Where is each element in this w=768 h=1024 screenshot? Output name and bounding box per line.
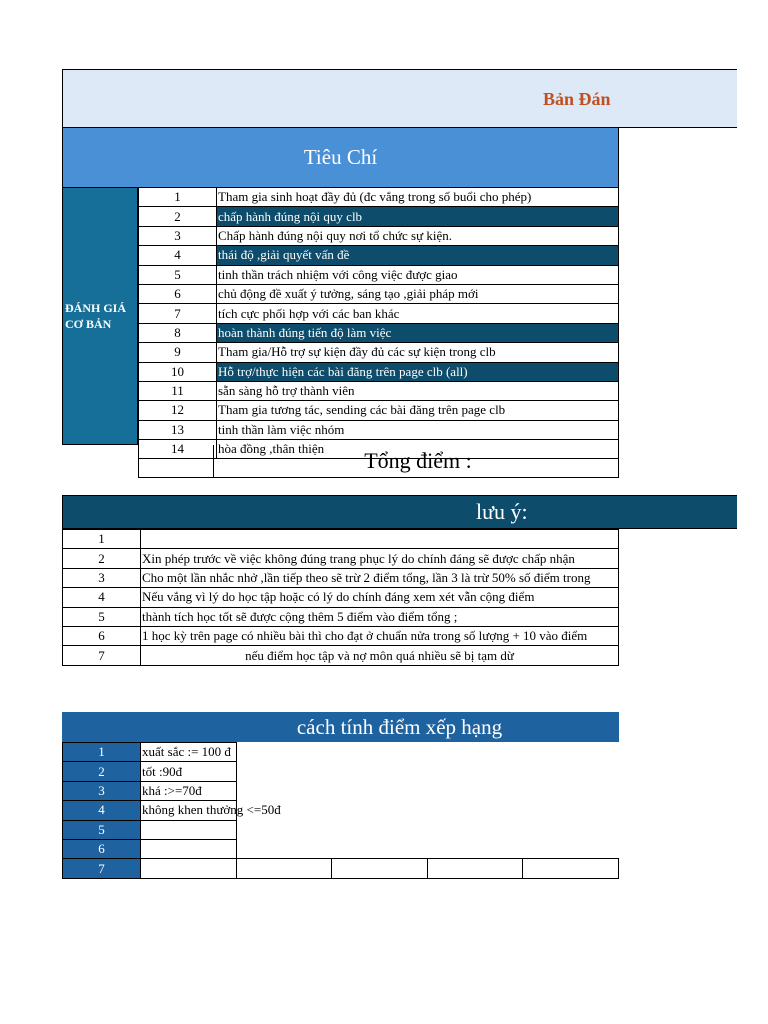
note-row-number: 5 xyxy=(63,607,141,626)
criteria-row-text: Tham gia/Hỗ trợ sự kiện đầy đủ các sự kiện trong clb xyxy=(217,343,619,362)
ranking-row-text: không khen thưởng <=50đ xyxy=(141,801,237,820)
criteria-row-number: 14 xyxy=(139,440,217,459)
ranking-row xyxy=(63,839,619,858)
criteria-row-text: sẵn sàng hỗ trợ thành viên xyxy=(217,381,619,400)
notes-header xyxy=(62,495,737,529)
criteria-row-number: 12 xyxy=(139,401,217,420)
ranking-row-text: tốt :90đ xyxy=(141,762,237,781)
ranking-row-number: 6 xyxy=(63,839,141,858)
criteria-row-text: hoàn thành đúng tiến độ làm việc xyxy=(217,323,619,342)
note-row-text: nếu điểm học tập và nợ môn quá nhiều sẽ bị tạm dừ xyxy=(141,646,619,665)
criteria-row xyxy=(139,362,619,381)
notes-title: lưu ý: xyxy=(476,499,528,524)
ranking-row-text xyxy=(141,820,237,839)
criteria-row-number: 5 xyxy=(139,265,217,284)
note-row-text: Nếu vắng vì lý do học tập hoặc có lý do chính đáng xem xét vẫn cộng điểm xyxy=(141,588,619,607)
criteria-row-number: 3 xyxy=(139,226,217,245)
criteria-row xyxy=(139,343,619,362)
ranking-table xyxy=(62,742,619,879)
evaluation-title-band xyxy=(62,69,737,128)
criteria-row-number: 4 xyxy=(139,246,217,265)
criteria-row xyxy=(139,207,619,226)
ranking-row xyxy=(63,762,619,781)
criteria-row-text: chấp hành đúng nội quy clb xyxy=(217,207,619,226)
ranking-empty-cell xyxy=(427,859,523,878)
ranking-row-text xyxy=(141,839,237,858)
criteria-row-text: Chấp hành đúng nội quy nơi tổ chức sự kiện. xyxy=(217,226,619,245)
note-row-number: 3 xyxy=(63,568,141,587)
criteria-row xyxy=(139,246,619,265)
criteria-row-number: 13 xyxy=(139,420,217,439)
criteria-row-text: Hỗ trợ/thực hiện các bài đăng trên page clb (all) xyxy=(217,362,619,381)
ranking-row-number: 3 xyxy=(63,781,141,800)
notes-table xyxy=(62,529,619,666)
ranking-row xyxy=(63,859,619,878)
total-blank-cell xyxy=(138,445,214,478)
criteria-row-number: 6 xyxy=(139,284,217,303)
ranking-row-text xyxy=(523,859,619,878)
evaluation-title: Bản Đán xyxy=(543,89,611,109)
note-row-text: thành tích học tốt sẽ được cộng thêm 5 điểm vào điểm tổng ; xyxy=(141,607,619,626)
criteria-row-number: 10 xyxy=(139,362,217,381)
note-row xyxy=(63,607,619,626)
note-row xyxy=(63,568,619,587)
criteria-row xyxy=(139,188,619,207)
ranking-empty-cell xyxy=(332,859,428,878)
note-row-text: Cho một lần nhắc nhở ,lần tiếp theo sẽ trừ 2 điểm tổng, lần 3 là trừ 50% số điểm trong xyxy=(141,568,619,587)
criteria-row xyxy=(139,401,619,420)
ranking-row xyxy=(63,781,619,800)
criteria-row-text: tinh thần làm việc nhóm xyxy=(217,420,619,439)
criteria-row-number: 1 xyxy=(139,188,217,207)
criteria-table xyxy=(138,187,619,459)
ranking-row xyxy=(63,801,619,820)
ranking-header: cách tính điểm xếp hạng xyxy=(62,712,619,742)
category-label: ĐÁNH GIÁ CƠ BẢN xyxy=(62,187,138,445)
ranking-row-number: 7 xyxy=(63,859,141,878)
ranking-row-text: xuất sắc := 100 đ xyxy=(141,743,237,762)
ranking-empty-cell xyxy=(236,859,332,878)
criteria-row xyxy=(139,226,619,245)
note-row-text: 1 học kỳ trên page có nhiều bài thì cho đạt ở chuẩn nửa trong số lượng + 10 vào điểm xyxy=(141,626,619,645)
criteria-row xyxy=(139,381,619,400)
ranking-row xyxy=(63,820,619,839)
criteria-row-number: 8 xyxy=(139,323,217,342)
note-row xyxy=(63,588,619,607)
criteria-row-text: tích cực phối hợp với các ban khác xyxy=(217,304,619,323)
note-row xyxy=(63,530,619,549)
ranking-row-number: 5 xyxy=(63,820,141,839)
criteria-row-number: 9 xyxy=(139,343,217,362)
note-row-text: Xin phép trước về việc không đúng trang phục lý do chính đáng sẽ được chấp nhận xyxy=(141,549,619,568)
criteria-row xyxy=(139,420,619,439)
note-row-number: 7 xyxy=(63,646,141,665)
ranking-row-number: 2 xyxy=(63,762,141,781)
note-row-number: 6 xyxy=(63,626,141,645)
ranking-row-number: 1 xyxy=(63,743,141,762)
note-row xyxy=(63,646,619,665)
ranking-row-text: khá :>=70đ xyxy=(141,781,237,800)
note-row xyxy=(63,626,619,645)
criteria-row-text: tinh thần trách nhiệm với công việc được giao xyxy=(217,265,619,284)
note-row-text xyxy=(141,530,619,549)
criteria-row xyxy=(139,265,619,284)
ranking-row xyxy=(63,743,619,762)
total-score-label: Tổng điểm : xyxy=(213,445,619,478)
note-row xyxy=(63,549,619,568)
ranking-empty-cell xyxy=(141,859,237,878)
criteria-row-text: chủ động đề xuất ý tưởng, sáng tạo ,giải pháp mới xyxy=(217,284,619,303)
criteria-row-number: 11 xyxy=(139,381,217,400)
note-row-number: 1 xyxy=(63,530,141,549)
criteria-row-text: hòa đồng ,thân thiện xyxy=(217,440,619,459)
criteria-header: Tiêu Chí xyxy=(62,128,619,187)
criteria-row xyxy=(139,323,619,342)
criteria-row-text: Tham gia sinh hoạt đầy đủ (đc vắng trong số buổi cho phép) xyxy=(217,188,619,207)
criteria-row xyxy=(139,284,619,303)
criteria-row-text: Tham gia tương tác, sending các bài đăng trên page clb xyxy=(217,401,619,420)
note-row-number: 4 xyxy=(63,588,141,607)
note-row-number: 2 xyxy=(63,549,141,568)
ranking-row-number: 4 xyxy=(63,801,141,820)
criteria-row-text: thái độ ,giải quyết vấn đề xyxy=(217,246,619,265)
criteria-row xyxy=(139,304,619,323)
criteria-row-number: 7 xyxy=(139,304,217,323)
criteria-row-number: 2 xyxy=(139,207,217,226)
